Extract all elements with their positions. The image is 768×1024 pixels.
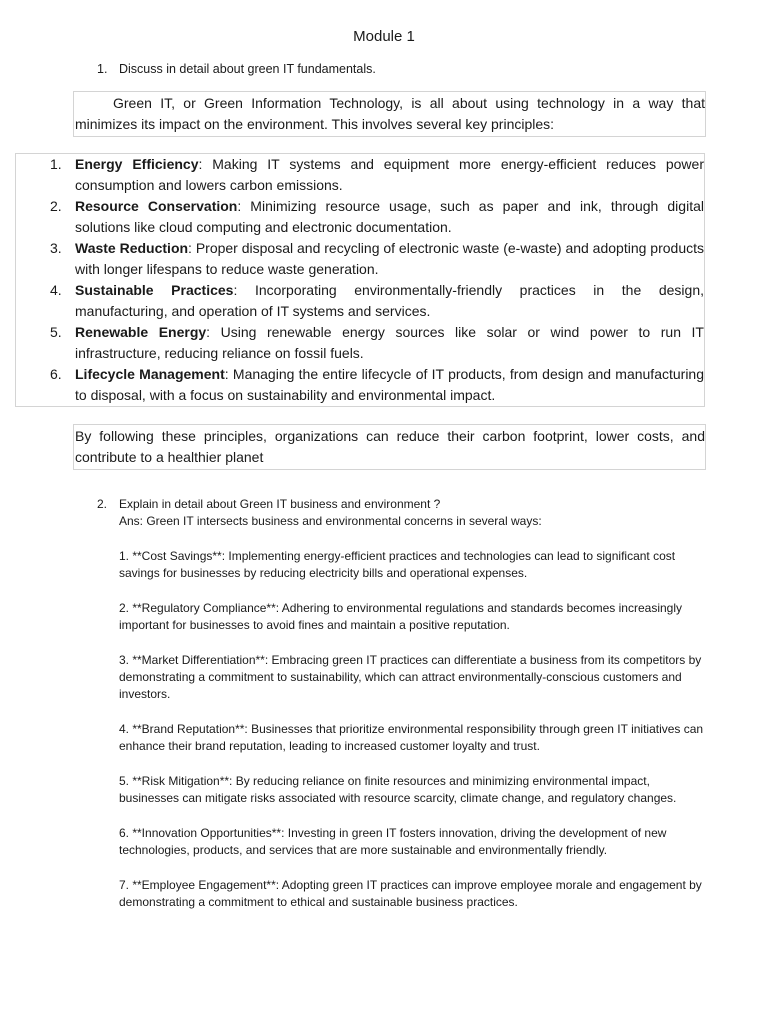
list-item — [16, 238, 704, 280]
answer-item: 3. **Market Differentiation**: Embracing green IT practices can differentiate a business from its competitors by demonstrating a commitment to sustainability, which can attract environmentally-conscious customers and investors. — [119, 653, 702, 701]
principles-list — [15, 153, 705, 407]
answer-item: 4. **Brand Reputation**: Businesses that prioritize environmental responsibility through green IT initiatives can enhance their brand reputation, leading to increased customer loyalty and trust. — [119, 722, 704, 753]
intro-paragraph-box — [73, 91, 706, 137]
list-item-desc: : Making IT systems and equipment more energy-efficient reduces power consumption and lowers carbon emissions. — [75, 156, 704, 193]
list-item-term: Energy Efficiency — [75, 156, 199, 172]
answer-intro: Ans: Green IT intersects business and environmental concerns in several ways: — [119, 514, 542, 528]
list-item-number: 3. — [50, 240, 62, 256]
intro-paragraph: Green IT, or Green Information Technology, is all about using technology in a way that minimizes its impact on the environment. This involves several key principles: — [75, 95, 705, 132]
list-item-desc: : Minimizing resource usage, such as paper and ink, through digital solutions like cloud computing and electronic documentation. — [75, 198, 704, 235]
question-2-number: 2. — [97, 497, 108, 511]
list-item — [16, 154, 704, 196]
list-item-term: Sustainable Practices — [75, 282, 234, 298]
question-2 — [97, 496, 709, 929]
question-1-number: 1. — [97, 62, 108, 76]
list-item-number: 1. — [50, 156, 62, 172]
list-item-term: Renewable Energy — [75, 324, 207, 340]
list-item-term: Resource Conservation — [75, 198, 238, 214]
answer-item: 7. **Employee Engagement**: Adopting green IT practices can improve employee morale and engagement by demonstrating a commitment to ethical and sustainable business practices. — [119, 878, 702, 909]
question-1-text: Discuss in detail about green IT fundamentals. — [119, 62, 376, 76]
list-item — [16, 364, 704, 406]
question-2-text: Explain in detail about Green IT business and environment ? — [119, 497, 441, 511]
list-item-term: Lifecycle Management — [75, 366, 225, 382]
answer-item: 2. **Regulatory Compliance**: Adhering to environmental regulations and standards becomes increasingly important for businesses to avoid fines and maintain a positive reputation. — [119, 601, 682, 632]
list-item-term: Waste Reduction — [75, 240, 189, 256]
outro-paragraph: By following these principles, organizations can reduce their carbon footprint, lower costs, and contribute to a healthier planet — [75, 428, 705, 465]
list-item-number: 2. — [50, 198, 62, 214]
list-item-desc: : Proper disposal and recycling of electronic waste (e-waste) and adopting products with longer lifespans to reduce waste generation. — [75, 240, 704, 277]
list-item — [16, 280, 704, 322]
list-item — [16, 322, 704, 364]
list-item-number: 4. — [50, 282, 62, 298]
question-1 — [97, 62, 376, 76]
page-title: Module 1 — [353, 28, 415, 45]
list-item-desc: : Incorporating environmentally-friendly practices in the design, manufacturing, and operation of IT systems and services. — [75, 282, 704, 319]
outro-paragraph-box — [73, 424, 706, 470]
list-item — [16, 196, 704, 238]
list-item-number: 5. — [50, 324, 62, 340]
list-item-number: 6. — [50, 366, 62, 382]
question-2-heading — [97, 496, 709, 513]
answer-item: 1. **Cost Savings**: Implementing energy-efficient practices and technologies can lead to significant cost savings for businesses by reducing electricity bills and operational expenses. — [119, 549, 676, 580]
answer-item: 5. **Risk Mitigation**: By reducing reliance on finite resources and minimizing environmental impact, businesses can mitigate risks associated with resource scarcity, climate change, and regulatory changes. — [119, 774, 677, 805]
list-item-desc: : Managing the entire lifecycle of IT products, from design and manufacturing to disposal, with a focus on sustainability and environmental impact. — [75, 366, 704, 403]
answer-item: 6. **Innovation Opportunities**: Investing in green IT fosters innovation, driving the development of new technologies, products, and services that are more sustainable and environmentally friendly. — [119, 826, 667, 857]
list-item-desc: : Using renewable energy sources like solar or wind power to run IT infrastructure, reducing reliance on fossil fuels. — [75, 324, 704, 361]
